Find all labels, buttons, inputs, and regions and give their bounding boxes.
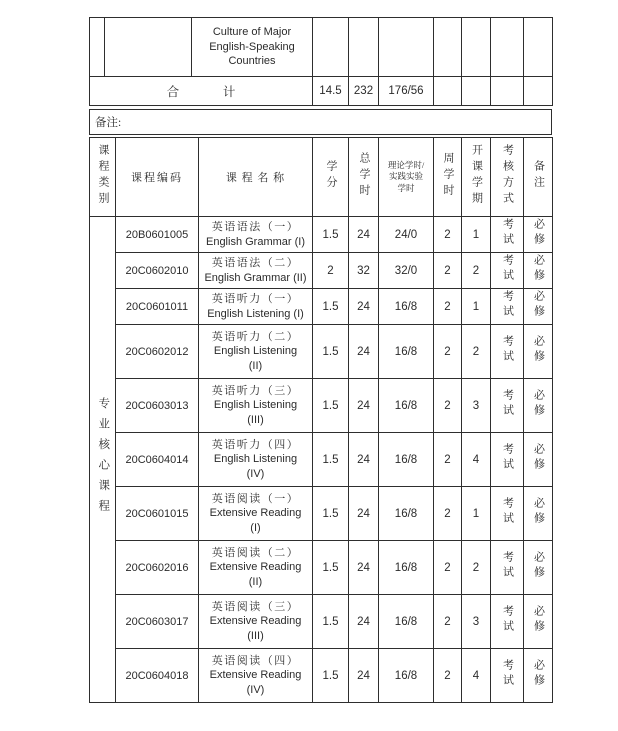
curriculum-document: [89, 17, 552, 703]
course-rows: [90, 217, 553, 703]
course-code: 20C0604014: [116, 433, 199, 487]
course-theory-practice: 16/8: [379, 541, 434, 595]
empty-cell: [434, 18, 462, 77]
course-remark: 必修: [524, 289, 553, 325]
course-semester: 2: [462, 325, 491, 379]
course-theory-practice: 16/8: [379, 433, 434, 487]
empty-cell: [524, 77, 553, 106]
course-theory-practice: 16/8: [379, 487, 434, 541]
course-theory-practice: 16/8: [379, 379, 434, 433]
course-weekly-hours: 2: [434, 379, 462, 433]
course-name: 英语听力（四） English Listening (IV): [199, 433, 313, 487]
course-weekly-hours: 2: [434, 433, 462, 487]
empty-cell: [313, 18, 349, 77]
course-assessment: 考试: [491, 325, 524, 379]
course-semester: 4: [462, 433, 491, 487]
course-assessment: 考试: [491, 289, 524, 325]
course-row: [90, 379, 553, 433]
course-name: 英语阅读（三） Extensive Reading (III): [199, 595, 313, 649]
empty-cell: [524, 18, 553, 77]
course-assessment: 考试: [491, 253, 524, 289]
continued-course-name: [192, 18, 313, 77]
header-weekly-hours: 周学时: [434, 138, 462, 217]
course-remark: 必修: [524, 595, 553, 649]
course-credits: 2: [313, 253, 349, 289]
course-total-hours: 32: [349, 253, 379, 289]
course-name: 英语语法（二） English Grammar (II): [199, 253, 313, 289]
header-code: 课程编码: [116, 138, 199, 217]
course-theory-practice: 24/0: [379, 217, 434, 253]
course-theory-practice: 16/8: [379, 649, 434, 703]
course-row: [90, 325, 553, 379]
course-assessment: 考试: [491, 595, 524, 649]
course-name-line: Culture of Major: [212, 25, 292, 38]
total-theory-practice: 176/56: [379, 77, 434, 106]
course-credits: 1.5: [313, 649, 349, 703]
total-row: [90, 77, 553, 106]
header-row: [90, 138, 553, 217]
empty-cell: [349, 18, 379, 77]
course-remark: 必修: [524, 379, 553, 433]
course-weekly-hours: 2: [434, 541, 462, 595]
course-row: [90, 649, 553, 703]
category-cell: [90, 217, 116, 703]
course-theory-practice: 16/8: [379, 289, 434, 325]
empty-cell: [491, 18, 524, 77]
course-code: 20C0603017: [116, 595, 199, 649]
course-code: 20C0602010: [116, 253, 199, 289]
course-name: 英语听力（一） English Listening (I): [199, 289, 313, 325]
course-code: 20C0603013: [116, 379, 199, 433]
course-assessment: 考试: [491, 379, 524, 433]
empty-cell: [434, 77, 462, 106]
course-semester: 2: [462, 541, 491, 595]
remark-box: [89, 109, 552, 135]
course-remark: 必修: [524, 217, 553, 253]
header-name: 课 程 名 称: [199, 138, 313, 217]
remark-row: [90, 110, 552, 135]
empty-cell: [462, 18, 491, 77]
course-total-hours: 24: [349, 487, 379, 541]
total-label: 合 计: [90, 77, 313, 106]
course-total-hours: 24: [349, 595, 379, 649]
course-remark: 必修: [524, 541, 553, 595]
course-row: [90, 541, 553, 595]
course-credits: 1.5: [313, 217, 349, 253]
course-code: 20C0602016: [116, 541, 199, 595]
course-row: [90, 433, 553, 487]
empty-category-cell: [90, 18, 105, 77]
course-row: [90, 487, 553, 541]
course-name-line: English-Speaking: [209, 40, 295, 53]
course-name: 英语阅读（一） Extensive Reading (I): [199, 487, 313, 541]
course-semester: 1: [462, 289, 491, 325]
course-row: [90, 289, 553, 325]
continued-course-row: [90, 18, 553, 77]
course-theory-practice: 16/8: [379, 595, 434, 649]
course-name: 英语阅读（四） Extensive Reading (IV): [199, 649, 313, 703]
course-name-line: Countries: [228, 55, 276, 68]
course-total-hours: 24: [349, 433, 379, 487]
course-total-hours: 24: [349, 379, 379, 433]
header-assessment: 考核方式: [491, 138, 524, 217]
course-total-hours: 24: [349, 289, 379, 325]
course-assessment: 考试: [491, 433, 524, 487]
course-assessment: 考试: [491, 217, 524, 253]
course-weekly-hours: 2: [434, 595, 462, 649]
header-total-hours: 总学时: [349, 138, 379, 217]
course-semester: 1: [462, 487, 491, 541]
course-semester: 2: [462, 253, 491, 289]
course-code: 20C0601015: [116, 487, 199, 541]
course-remark: 必修: [524, 253, 553, 289]
course-credits: 1.5: [313, 433, 349, 487]
course-code: 20B0601005: [116, 217, 199, 253]
course-remark: 必修: [524, 325, 553, 379]
course-name: 英语听力（二） English Listening (II): [199, 325, 313, 379]
course-row: [90, 217, 553, 253]
course-theory-practice: 32/0: [379, 253, 434, 289]
course-total-hours: 24: [349, 217, 379, 253]
header-credits: 学分: [313, 138, 349, 217]
course-row: [90, 595, 553, 649]
empty-cell: [491, 77, 524, 106]
course-weekly-hours: 2: [434, 649, 462, 703]
course-credits: 1.5: [313, 325, 349, 379]
course-semester: 3: [462, 595, 491, 649]
header-remark: 备注: [524, 138, 553, 217]
category-label: 专业核心课程: [97, 396, 110, 520]
course-assessment: 考试: [491, 487, 524, 541]
course-total-hours: 24: [349, 541, 379, 595]
course-weekly-hours: 2: [434, 487, 462, 541]
course-semester: 3: [462, 379, 491, 433]
header-category: 课程类别: [90, 138, 116, 217]
remark-label: 备注:: [90, 110, 552, 135]
course-assessment: 考试: [491, 541, 524, 595]
course-credits: 1.5: [313, 595, 349, 649]
empty-code-cell: [105, 18, 192, 77]
course-total-hours: 24: [349, 325, 379, 379]
course-table: [89, 137, 553, 703]
empty-cell: [379, 18, 434, 77]
course-weekly-hours: 2: [434, 253, 462, 289]
course-name: 英语阅读（二） Extensive Reading (II): [199, 541, 313, 595]
course-remark: 必修: [524, 433, 553, 487]
course-theory-practice: 16/8: [379, 325, 434, 379]
course-credits: 1.5: [313, 379, 349, 433]
course-name: 英语语法（一） English Grammar (I): [199, 217, 313, 253]
course-semester: 4: [462, 649, 491, 703]
course-credits: 1.5: [313, 541, 349, 595]
empty-cell: [462, 77, 491, 106]
course-name: 英语听力（三） English Listening (III): [199, 379, 313, 433]
course-row: [90, 253, 553, 289]
course-assessment: 考试: [491, 649, 524, 703]
course-credits: 1.5: [313, 289, 349, 325]
course-weekly-hours: 2: [434, 325, 462, 379]
header-theory-practice: 理论学时/ 实践实验 学时: [379, 138, 434, 217]
course-semester: 1: [462, 217, 491, 253]
course-credits: 1.5: [313, 487, 349, 541]
course-weekly-hours: 2: [434, 289, 462, 325]
continuation-table: [89, 17, 553, 106]
course-code: 20C0604018: [116, 649, 199, 703]
course-remark: 必修: [524, 487, 553, 541]
course-weekly-hours: 2: [434, 217, 462, 253]
total-credits: 14.5: [313, 77, 349, 106]
course-total-hours: 24: [349, 649, 379, 703]
course-code: 20C0601011: [116, 289, 199, 325]
course-code: 20C0602012: [116, 325, 199, 379]
header-semester: 开课学期: [462, 138, 491, 217]
total-hours: 232: [349, 77, 379, 106]
course-remark: 必修: [524, 649, 553, 703]
